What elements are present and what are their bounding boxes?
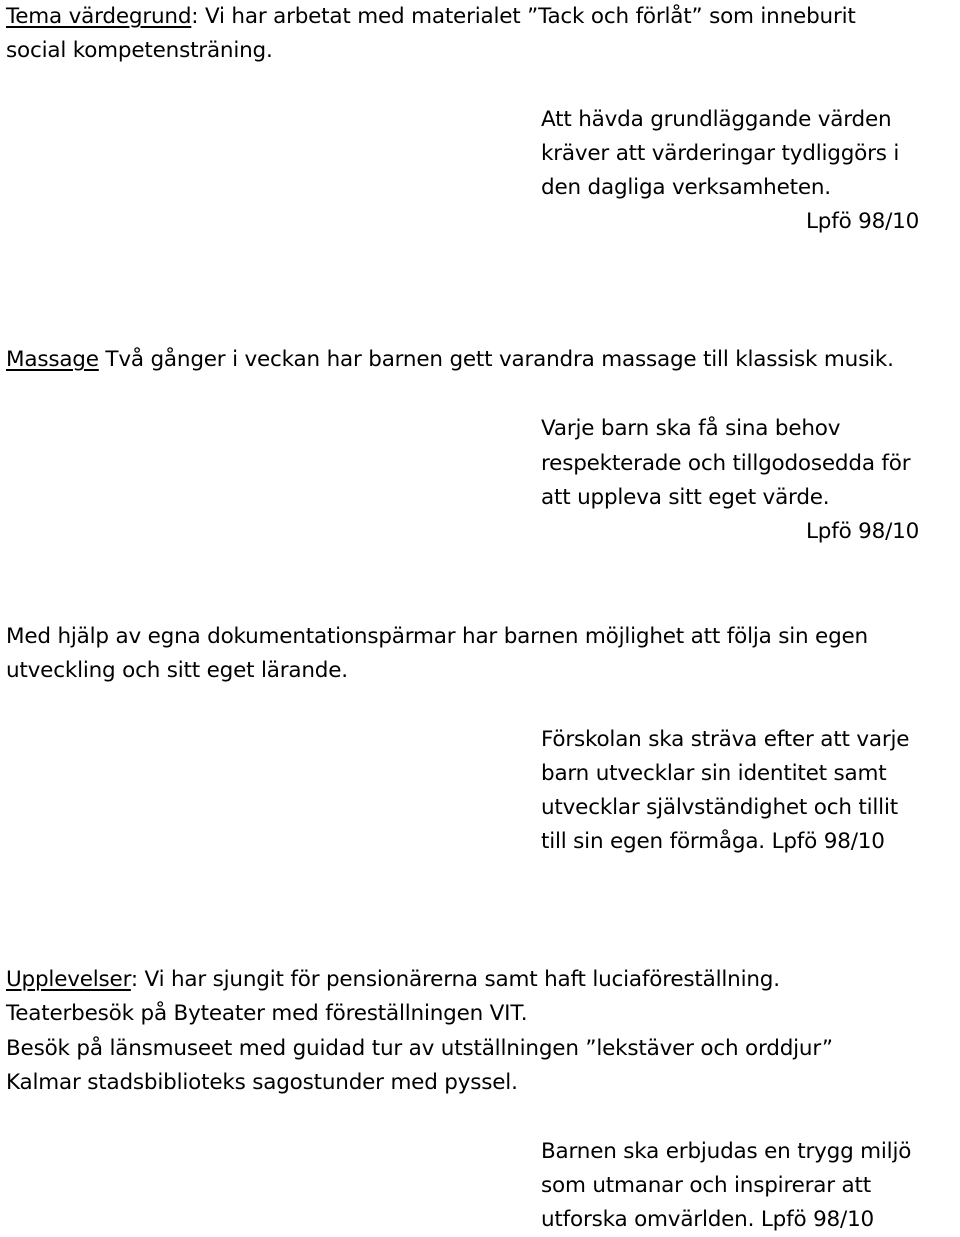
tema-text-line-1: Vi har arbetat med materialet ”Tack och förlåt” som inneburit: [198, 4, 856, 29]
massage-line: [6, 343, 894, 377]
massage-quote-source: Lpfö 98/10: [806, 519, 920, 544]
tema-intro-line-1: [6, 0, 856, 34]
upplevelser-heading-colon: :: [130, 967, 138, 992]
dokumentation-quote-line-4: till sin egen förmåga. Lpfö 98/10: [541, 829, 885, 854]
massage-quote-line-3: att uppleva sitt eget värde.: [541, 485, 830, 510]
upplevelser-text-line-4: Kalmar stadsbiblioteks sagostunder med pyssel.: [6, 1070, 518, 1095]
upplevelser-text-line-1: Vi har sjungit för pensionärerna samt haft luciaföreställning.: [137, 967, 780, 992]
dokumentation-quote-line-2: barn utvecklar sin identitet samt: [541, 761, 887, 786]
upplevelser-line-1: [6, 963, 780, 997]
tema-quote-line-3: den dagliga verksamheten.: [541, 175, 831, 200]
upplevelser-quote-line-3: utforska omvärlden. Lpfö 98/10: [541, 1207, 875, 1232]
upplevelser-quote-line-2: som utmanar och inspirerar att: [541, 1173, 871, 1198]
tema-quote-line-2: kräver att värderingar tydliggörs i: [541, 141, 900, 166]
massage-text: Två gånger i veckan har barnen gett varandra massage till klassisk musik.: [98, 347, 894, 372]
massage-quote-line-2: respekterade och tillgodosedda för: [541, 451, 911, 476]
upplevelser-text-line-3: Besök på länsmuseet med guidad tur av utställningen ”lekstäver och orddjur”: [6, 1036, 833, 1061]
tema-quote-source: Lpfö 98/10: [806, 209, 920, 234]
massage-heading: Massage: [6, 347, 99, 372]
upplevelser-text-line-2: Teaterbesök på Byteater med föreställningen VIT.: [6, 1001, 528, 1026]
dokumentation-quote-line-1: Förskolan ska sträva efter att varje: [541, 727, 910, 752]
tema-quote-line-1: Att hävda grundläggande värden: [541, 107, 892, 132]
dokumentation-text-line-2: utveckling och sitt eget lärande.: [6, 658, 348, 683]
upplevelser-quote-line-1: Barnen ska erbjudas en trygg miljö: [541, 1139, 912, 1164]
tema-text-line-2: social kompetensträning.: [6, 38, 273, 63]
massage-quote-line-1: Varje barn ska få sina behov: [541, 416, 841, 441]
tema-heading: Tema värdegrund: [6, 4, 192, 29]
upplevelser-heading: Upplevelser: [6, 967, 131, 992]
tema-heading-colon: :: [191, 4, 199, 29]
dokumentation-quote-line-3: utvecklar självständighet och tillit: [541, 795, 898, 820]
dokumentation-text-line-1: Med hjälp av egna dokumentationspärmar har barnen möjlighet att följa sin egen: [6, 624, 868, 649]
